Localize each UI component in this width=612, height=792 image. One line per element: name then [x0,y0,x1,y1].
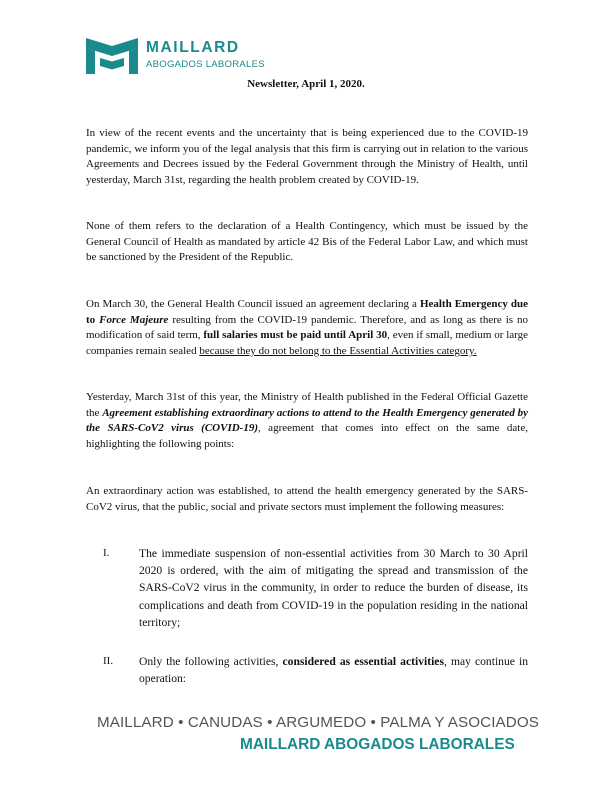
list-item-text: The immediate suspension of non-essential activities from 30 March to 30 April 2020 is ordered, with the aim of mitigating the spread and transmission of the SARS-CoV2 virus in the community, in order to reduce the burden of disease, its complications and death from COVID-19 in the population residing in the national territory; [139,547,528,629]
paragraph-4-part: , agreement that comes into effect on the same date, highlighting the following points: [86,422,528,450]
paragraph-5: An extraordinary action was established, to attend the health emergency generated by the SARS-CoV2 virus, that the public, social and private sectors must implement the following measures: [86,485,528,513]
newsletter-date-heading: Newsletter, April 1, 2020. [247,78,365,90]
list-item-number: I. [103,547,110,559]
paragraph-2: None of them refers to the declaration of a Health Contingency, which must be issued by the General Council of Health as mandated by article 42 Bis of the Federal Labor Law, and which must be sanctioned by the President of the Republic. [86,220,528,264]
agreement-title: Agreement establishing extraordinary actions to attend to the Health Emergency generated by the SARS-CoV2 virus (COVID-19) [86,406,528,435]
paragraph-3 [86,297,528,359]
paragraph-3-part: On March 30, the General Health Council issued an agreement declaring a [86,298,420,310]
footer-firm-name: MAILLARD ABOGADOS LABORALES [240,736,515,753]
maillard-logo-mark-icon [86,34,138,74]
footer-firm-partners: MAILLARD • CANUDAS • ARGUMEDO • PALMA Y ASOCIADOS [97,714,539,731]
paragraph-3-part: resulting from the COVID-19 pandemic. Therefore, and as long as there is no modification of said term, [86,313,528,342]
list-item-part: , may continue in operation: [139,655,529,686]
paragraph-3-bold: Health Emergency due to [86,298,528,326]
firm-logo [86,34,286,74]
paragraph-1: In view of the recent events and the uncertainty that is being experienced due to the COVID-19 pandemic, we inform you of the legal analysis that this firm is carrying out in relation to the various Agreements and Decrees issued by the Federal Government through the Ministry of Health, until yesterday, March 31st, regarding the health problem created by COVID-19. [86,127,528,186]
list-item-number: II. [103,655,114,667]
list-item-part: Only the following activities, [139,655,283,668]
paragraph-4 [86,390,528,452]
paragraph-3-underlined: because they do not belong to the Essential Activities category. [199,344,477,357]
paragraph-3-part: , even if small, medium or large companies remain sealed [86,329,529,357]
paragraph-3-bold-italic: Force Majeure [99,313,169,326]
paragraph-3-bold-salaries: full salaries must be paid until April 30 [203,329,388,342]
paragraph-4-part: Yesterday, March 31st of this year, the Ministry of Health published in the Federal Official Gazette the [86,391,528,419]
list-item-text [139,653,528,687]
logo-name: MAILLARD [146,39,240,56]
list-item-bold: considered as essential activities [282,655,444,668]
logo-subtitle: ABOGADOS LABORALES [146,59,265,70]
